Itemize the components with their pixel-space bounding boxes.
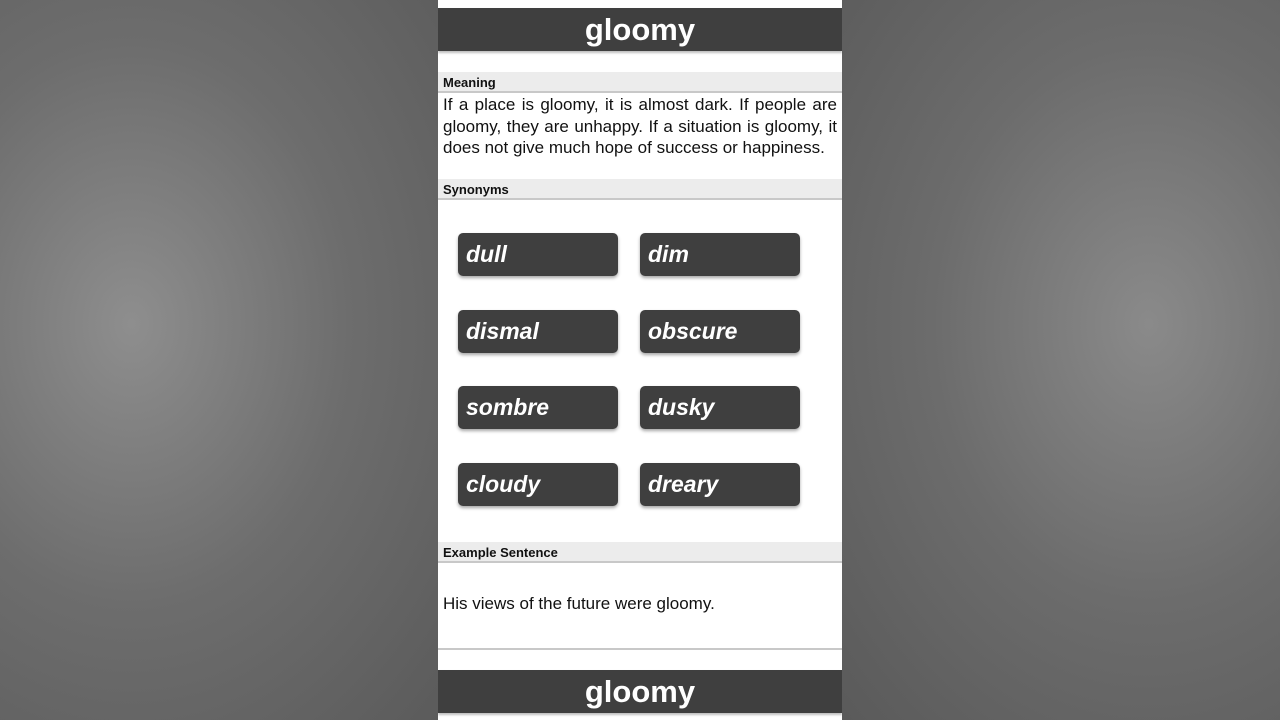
word-title-next: gloomy <box>438 670 842 713</box>
synonym-button[interactable]: cloudy <box>458 463 618 506</box>
example-sentence: His views of the future were gloomy. <box>443 594 715 613</box>
meaning-header: Meaning <box>438 72 842 93</box>
background-left <box>0 0 438 720</box>
meaning-text: If a place is gloomy, it is almost dark. If people are gloomy, they are unhappy. If a situation is gloomy, it does not give much hope of success or happiness. <box>443 95 837 157</box>
synonyms-header: Synonyms <box>438 179 842 200</box>
word-card <box>438 0 842 720</box>
synonym-button[interactable]: obscure <box>640 310 800 353</box>
background-right <box>842 0 1280 720</box>
synonym-button[interactable]: dreary <box>640 463 800 506</box>
divider <box>438 648 842 650</box>
synonym-button[interactable]: dismal <box>458 310 618 353</box>
synonym-button[interactable]: dim <box>640 233 800 276</box>
synonym-button[interactable]: dusky <box>640 386 800 429</box>
word-title: gloomy <box>438 8 842 51</box>
example-header: Example Sentence <box>438 542 842 563</box>
synonym-button[interactable]: sombre <box>458 386 618 429</box>
synonym-button[interactable]: dull <box>458 233 618 276</box>
